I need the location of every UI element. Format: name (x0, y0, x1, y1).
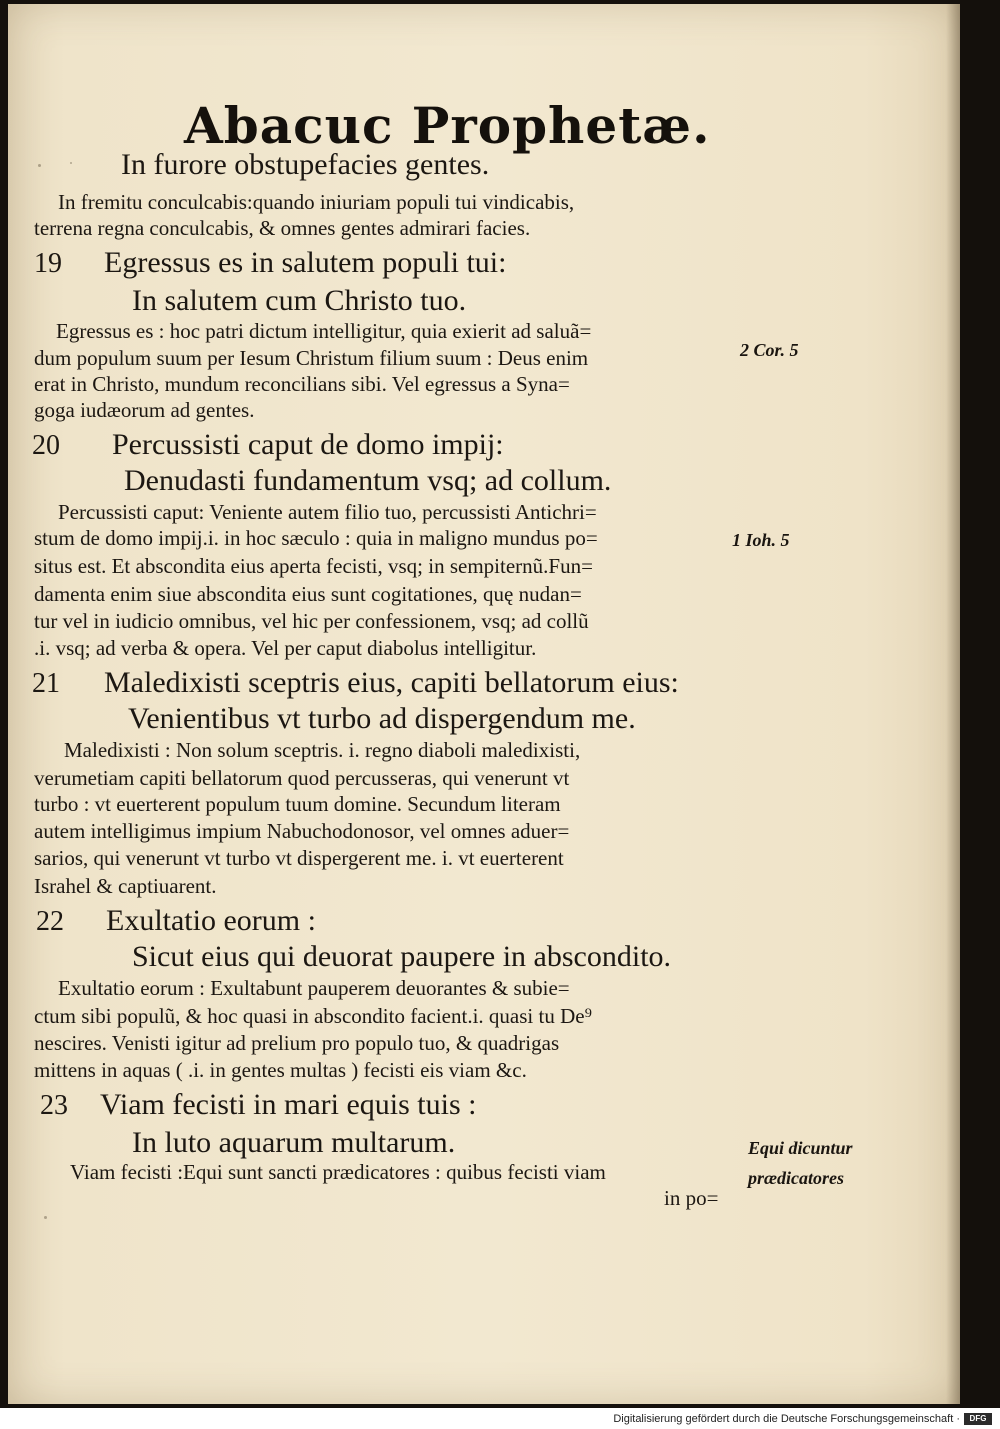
verse-number: 21 (32, 668, 60, 699)
digitization-footer (613, 1411, 992, 1427)
verse-number: 22 (36, 906, 64, 937)
commentary-line: Maledixisti : Non solum sceptris. i. regno diaboli maledixisti, (64, 738, 581, 762)
verse-line: Percussisti caput de domo impij: (112, 428, 504, 461)
footer-credit: Digitalisierung gefördert durch die Deutsche Forschungsgemeinschaft · (613, 1413, 960, 1425)
commentary-line: autem intelligimus impium Nabuchodonosor, vel omnes aduer= (34, 819, 570, 843)
commentary-line: tur vel in iudicio omnibus, vel hic per confessionem, vsq; ad collũ (34, 609, 589, 633)
commentary-line: Viam fecisti :Equi sunt sancti prædicatores : quibus fecisti viam (70, 1160, 606, 1184)
paper-speck (70, 162, 72, 164)
verse-line: Venientibus vt turbo ad dispergendum me. (128, 702, 636, 735)
commentary-line: nescires. Venisti igitur ad prelium pro populo tuo, & quadrigas (34, 1031, 560, 1055)
verse-line: Exultatio eorum : (106, 904, 316, 937)
commentary-line: .i. vsq; ad verba & opera. Vel per caput diabolus intelligitur. (34, 636, 537, 660)
verse-line: Denudasti fundamentum vsq; ad collum. (124, 464, 612, 497)
commentary-line: situs est. Et abscondita eius aperta fecisti, vsq; in sempiternũ.Fun= (34, 554, 593, 578)
commentary-line: turbo : vt euerterent populum tuum domine. Secundum literam (34, 792, 561, 816)
paper-speck (362, 1104, 364, 1106)
commentary-line: Exultatio eorum : Exultabunt pauperem deuorantes & subie= (58, 976, 570, 1000)
commentary-line: verumetiam capiti bellatorum quod percusseras, qui venerunt vt (34, 766, 570, 790)
commentary-line: Israhel & captiuarent. (34, 874, 217, 898)
commentary-line: ctum sibi populũ, & hoc quasi in abscondito facient.i. quasi tu De⁹ (34, 1004, 592, 1028)
commentary-line: goga iudæorum ad gentes. (34, 398, 255, 422)
book-page (8, 4, 960, 1404)
commentary-line: sarios, qui venerunt vt turbo vt dispergerent me. i. vt euerterent (34, 846, 564, 870)
verse-line: In salutem cum Christo tuo. (132, 284, 467, 317)
margin-note: 2 Cor. 5 (740, 340, 799, 360)
verse-line: In luto aquarum multarum. (132, 1126, 456, 1159)
verse-line: In furore obstupefacies gentes. (121, 148, 490, 181)
verse-line: Egressus es in salutem populi tui: (104, 246, 507, 279)
dfg-logo: DFG (964, 1413, 992, 1425)
paper-speck (44, 1216, 47, 1219)
verse-line: Viam fecisti in mari equis tuis : (100, 1088, 477, 1121)
margin-note: 1 Ioh. 5 (732, 530, 790, 550)
margin-note: Equi dicuntur (748, 1138, 853, 1158)
commentary-line: Egressus es : hoc patri dictum intelligitur, quia exierit ad saluã= (56, 319, 592, 343)
commentary-line: dum populum suum per Iesum Christum filium suum : Deus enim (34, 346, 589, 370)
verse-number: 19 (34, 248, 62, 279)
catchword: in po= (664, 1186, 719, 1210)
verse-number: 20 (32, 430, 60, 461)
commentary-line: erat in Christo, mundum reconcilians sibi. Vel egressus a Syna= (34, 372, 570, 396)
margin-note: prædicatores (748, 1168, 844, 1188)
commentary-line: mittens in aquas ( .i. in gentes multas ) fecisti eis viam &c. (34, 1058, 527, 1082)
commentary-line: In fremitu conculcabis:quando iniuriam populi tui vindicabis, (58, 190, 575, 214)
commentary-line: terrena regna conculcabis, & omnes gentes admirari facies. (34, 216, 531, 240)
page-title: Abacuc Prophetæ. (184, 96, 711, 155)
verse-line: Maledixisti sceptris eius, capiti bellatorum eius: (104, 666, 679, 699)
paper-speck (38, 164, 41, 167)
commentary-line: Percussisti caput: Veniente autem filio tuo, percussisti Antichri= (58, 500, 597, 524)
commentary-line: stum de domo impij.i. in hoc sæculo : quia in maligno mundus po= (34, 526, 598, 550)
commentary-line: damenta enim siue abscondita eius sunt cogitationes, quę nudan= (34, 582, 582, 606)
verse-line: Sicut eius qui deuorat paupere in abscondito. (132, 940, 672, 973)
verse-number: 23 (40, 1090, 68, 1121)
